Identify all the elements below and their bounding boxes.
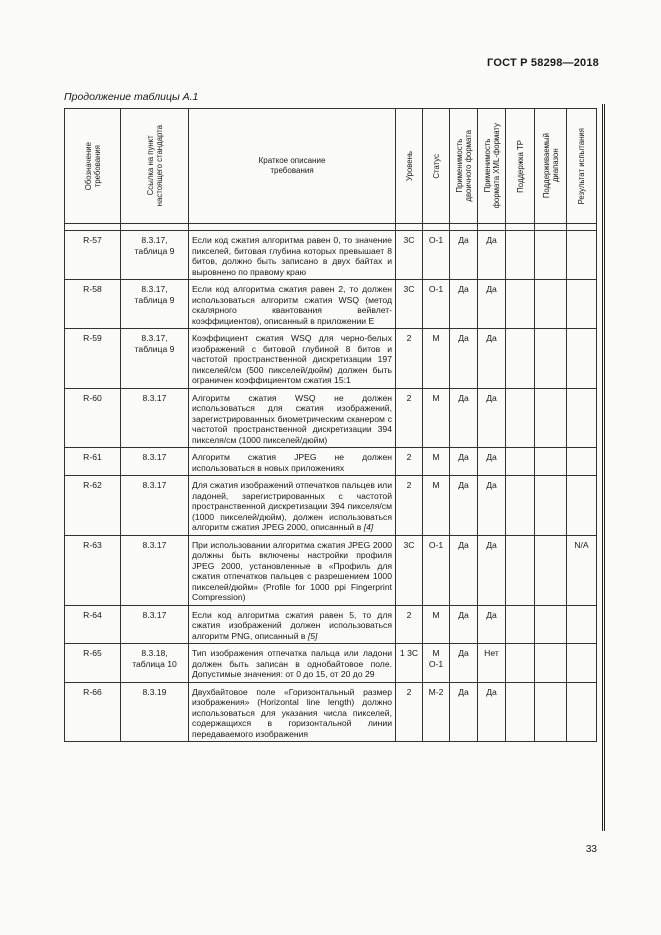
status-cell: М bbox=[423, 329, 450, 389]
ref-cell: 8.3.17, таблица 9 bbox=[121, 329, 189, 389]
binary-format-cell: Да bbox=[450, 280, 478, 329]
xml-format-cell: Да bbox=[478, 388, 506, 448]
ref-cell: 8.3.17 bbox=[121, 535, 189, 605]
range-cell bbox=[535, 535, 567, 605]
range-cell bbox=[535, 231, 567, 280]
binary-format-cell: Да bbox=[450, 605, 478, 644]
req-id-cell: R-57 bbox=[65, 231, 121, 280]
result-cell bbox=[567, 644, 597, 683]
tr-support-cell bbox=[506, 388, 535, 448]
range-cell bbox=[535, 329, 567, 389]
req-id-cell: R-65 bbox=[65, 644, 121, 683]
header-range: Поддерживаемый диапазон bbox=[535, 109, 567, 224]
description-cell: Если код сжатия алгоритма равен 0, то значение пикселей, битовая глубина которых превышает 8 битов, должно быть записано в двух байтах и выровнено по правому краю bbox=[189, 231, 396, 280]
requirements-table bbox=[64, 108, 597, 742]
header-bin: Применимость двоичного формата bbox=[450, 109, 478, 224]
xml-format-cell: Да bbox=[478, 280, 506, 329]
status-cell: М bbox=[423, 388, 450, 448]
ref-cell: 8.3.18, таблица 10 bbox=[121, 644, 189, 683]
header-desc: Краткое описание требования bbox=[189, 109, 396, 224]
xml-format-cell: Да bbox=[478, 329, 506, 389]
level-cell: 2 bbox=[396, 682, 423, 742]
tr-support-cell bbox=[506, 476, 535, 536]
result-cell bbox=[567, 329, 597, 389]
level-cell: 1 3С bbox=[396, 644, 423, 683]
ref-cell: 8.3.17 bbox=[121, 388, 189, 448]
range-cell bbox=[535, 476, 567, 536]
result-cell bbox=[567, 682, 597, 742]
bibliography-reference: [4] bbox=[363, 522, 374, 532]
req-id-cell: R-62 bbox=[65, 476, 121, 536]
tr-support-cell bbox=[506, 329, 535, 389]
tr-support-cell bbox=[506, 644, 535, 683]
table-row bbox=[65, 280, 597, 329]
table-row bbox=[65, 682, 597, 742]
ref-cell: 8.3.17 bbox=[121, 476, 189, 536]
req-id-cell: R-64 bbox=[65, 605, 121, 644]
range-cell bbox=[535, 605, 567, 644]
ref-cell: 8.3.17, таблица 9 bbox=[121, 280, 189, 329]
tr-support-cell bbox=[506, 682, 535, 742]
range-cell bbox=[535, 644, 567, 683]
binary-format-cell: Да bbox=[450, 231, 478, 280]
result-cell bbox=[567, 231, 597, 280]
status-cell: М О-1 bbox=[423, 644, 450, 683]
level-cell: 2 bbox=[396, 448, 423, 476]
req-id-cell: R-63 bbox=[65, 535, 121, 605]
ref-cell: 8.3.19 bbox=[121, 682, 189, 742]
range-cell bbox=[535, 448, 567, 476]
binary-format-cell: Да bbox=[450, 644, 478, 683]
status-cell: М bbox=[423, 605, 450, 644]
result-cell bbox=[567, 388, 597, 448]
ref-cell: 8.3.17 bbox=[121, 448, 189, 476]
description-cell: Алгоритм сжатия WSQ не должен использоваться для сжатия изображений, зарегистрированных биометрическим сканером с частотой пространственной дискретизации 394 пикселя/см (1000 пикселей/дюйм) bbox=[189, 388, 396, 448]
header-result: Результат испытания bbox=[567, 109, 597, 224]
xml-format-cell: Нет bbox=[478, 644, 506, 683]
header-id: Обозначение требования bbox=[65, 109, 121, 224]
status-cell: О-1 bbox=[423, 231, 450, 280]
description-cell: Если код алгоритма сжатия равен 5, то для сжатия изображений должен использоваться алгоритм PNG, описанный в [5] bbox=[189, 605, 396, 644]
result-cell bbox=[567, 605, 597, 644]
xml-format-cell: Да bbox=[478, 448, 506, 476]
status-cell: М bbox=[423, 448, 450, 476]
table-row bbox=[65, 388, 597, 448]
range-cell bbox=[535, 682, 567, 742]
description-cell: Если код алгоритма сжатия равен 2, то должен использоваться алгоритм сжатия WSQ (метод скалярного квантования вейвлет-коэффициентов), описанный в приложении Е bbox=[189, 280, 396, 329]
table-row bbox=[65, 329, 597, 389]
table-row bbox=[65, 476, 597, 536]
level-cell: 2 bbox=[396, 388, 423, 448]
description-cell: Алгоритм сжатия JPEG не должен использоваться в новых приложениях bbox=[189, 448, 396, 476]
header-level: Уровень bbox=[396, 109, 423, 224]
binary-format-cell: Да bbox=[450, 329, 478, 389]
description-cell: Коэффициент сжатия WSQ для черно-белых изображений с битовой глубиной 8 битов и частотой пространственной дискретизации 197 пикселей/см (500 пикселей/дюйм) должен быть ограничен коэффициентом сжатия 15:1 bbox=[189, 329, 396, 389]
page-number: 33 bbox=[585, 844, 597, 855]
result-cell bbox=[567, 476, 597, 536]
range-cell bbox=[535, 388, 567, 448]
description-cell: Двухбайтовое поле «Горизонтальный размер изображения» (Horizontal line length) должно использоваться для указания числа пикселей, содержащихся в горизонтальной линии передаваемого изображения bbox=[189, 682, 396, 742]
revision-bar bbox=[602, 104, 605, 831]
column-number-row bbox=[65, 224, 597, 231]
binary-format-cell: Да bbox=[450, 448, 478, 476]
tr-support-cell bbox=[506, 535, 535, 605]
status-cell: М-2 bbox=[423, 682, 450, 742]
status-cell: О-1 bbox=[423, 280, 450, 329]
ref-cell: 8.3.17, таблица 9 bbox=[121, 231, 189, 280]
level-cell: 2 bbox=[396, 476, 423, 536]
binary-format-cell: Да bbox=[450, 476, 478, 536]
description-cell: Для сжатия изображений отпечатков пальцев или ладоней, зарегистрированных с частотой пространственной дискретизации 394 пикселя/см (1000 пикселей/дюйм), должен использоваться алгоритм сжатия JPEG 2000, описанный в [4] bbox=[189, 476, 396, 536]
bibliography-reference: [5] bbox=[307, 630, 318, 641]
level-cell: 3С bbox=[396, 280, 423, 329]
table-header-row bbox=[65, 109, 597, 224]
header-tr: Поддержка ТР bbox=[506, 109, 535, 224]
table-row bbox=[65, 644, 597, 683]
result-cell bbox=[567, 280, 597, 329]
level-cell: 3С bbox=[396, 535, 423, 605]
tr-support-cell bbox=[506, 280, 535, 329]
table-body bbox=[65, 231, 597, 742]
tr-support-cell bbox=[506, 605, 535, 644]
standard-number: ГОСТ Р 58298—2018 bbox=[487, 57, 599, 69]
level-cell: 2 bbox=[396, 329, 423, 389]
req-id-cell: R-60 bbox=[65, 388, 121, 448]
header-xml: Применимость формата XML-формату bbox=[478, 109, 506, 224]
req-id-cell: R-61 bbox=[65, 448, 121, 476]
status-cell: М bbox=[423, 476, 450, 536]
table-row bbox=[65, 231, 597, 280]
level-cell: 3С bbox=[396, 231, 423, 280]
binary-format-cell: Да bbox=[450, 388, 478, 448]
xml-format-cell: Да bbox=[478, 476, 506, 536]
table-row bbox=[65, 448, 597, 476]
description-cell: При использовании алгоритма сжатия JPEG 2000 должны быть включены настройки профиля JPEG 2000, установленные в «Профиль для сжатия отпечатков пальцев с разрешением 1000 пикселей/дюйм» (Profile for 1000 ppi Fingerprint Compression) bbox=[189, 535, 396, 605]
table-row bbox=[65, 605, 597, 644]
xml-format-cell: Да bbox=[478, 682, 506, 742]
header-status: Статус bbox=[423, 109, 450, 224]
status-cell: О-1 bbox=[423, 535, 450, 605]
table-continuation-caption: Продолжение таблицы А.1 bbox=[64, 91, 199, 103]
result-cell: N/A bbox=[567, 535, 597, 605]
binary-format-cell: Да bbox=[450, 682, 478, 742]
req-id-cell: R-58 bbox=[65, 280, 121, 329]
xml-format-cell: Да bbox=[478, 605, 506, 644]
xml-format-cell: Да bbox=[478, 231, 506, 280]
ref-cell: 8.3.17 bbox=[121, 605, 189, 644]
xml-format-cell: Да bbox=[478, 535, 506, 605]
req-id-cell: R-66 bbox=[65, 682, 121, 742]
tr-support-cell bbox=[506, 448, 535, 476]
level-cell: 2 bbox=[396, 605, 423, 644]
req-id-cell: R-59 bbox=[65, 329, 121, 389]
range-cell bbox=[535, 280, 567, 329]
header-ref: Ссылка на пункт настоящего стандарта bbox=[121, 109, 189, 224]
table-row bbox=[65, 535, 597, 605]
description-cell: Тип изображения отпечатка пальца или ладони должен быть записан в однобайтовое поле. Допустимые значения: от 0 до 15, от 20 до 29 bbox=[189, 644, 396, 683]
tr-support-cell bbox=[506, 231, 535, 280]
result-cell bbox=[567, 448, 597, 476]
binary-format-cell: Да bbox=[450, 535, 478, 605]
